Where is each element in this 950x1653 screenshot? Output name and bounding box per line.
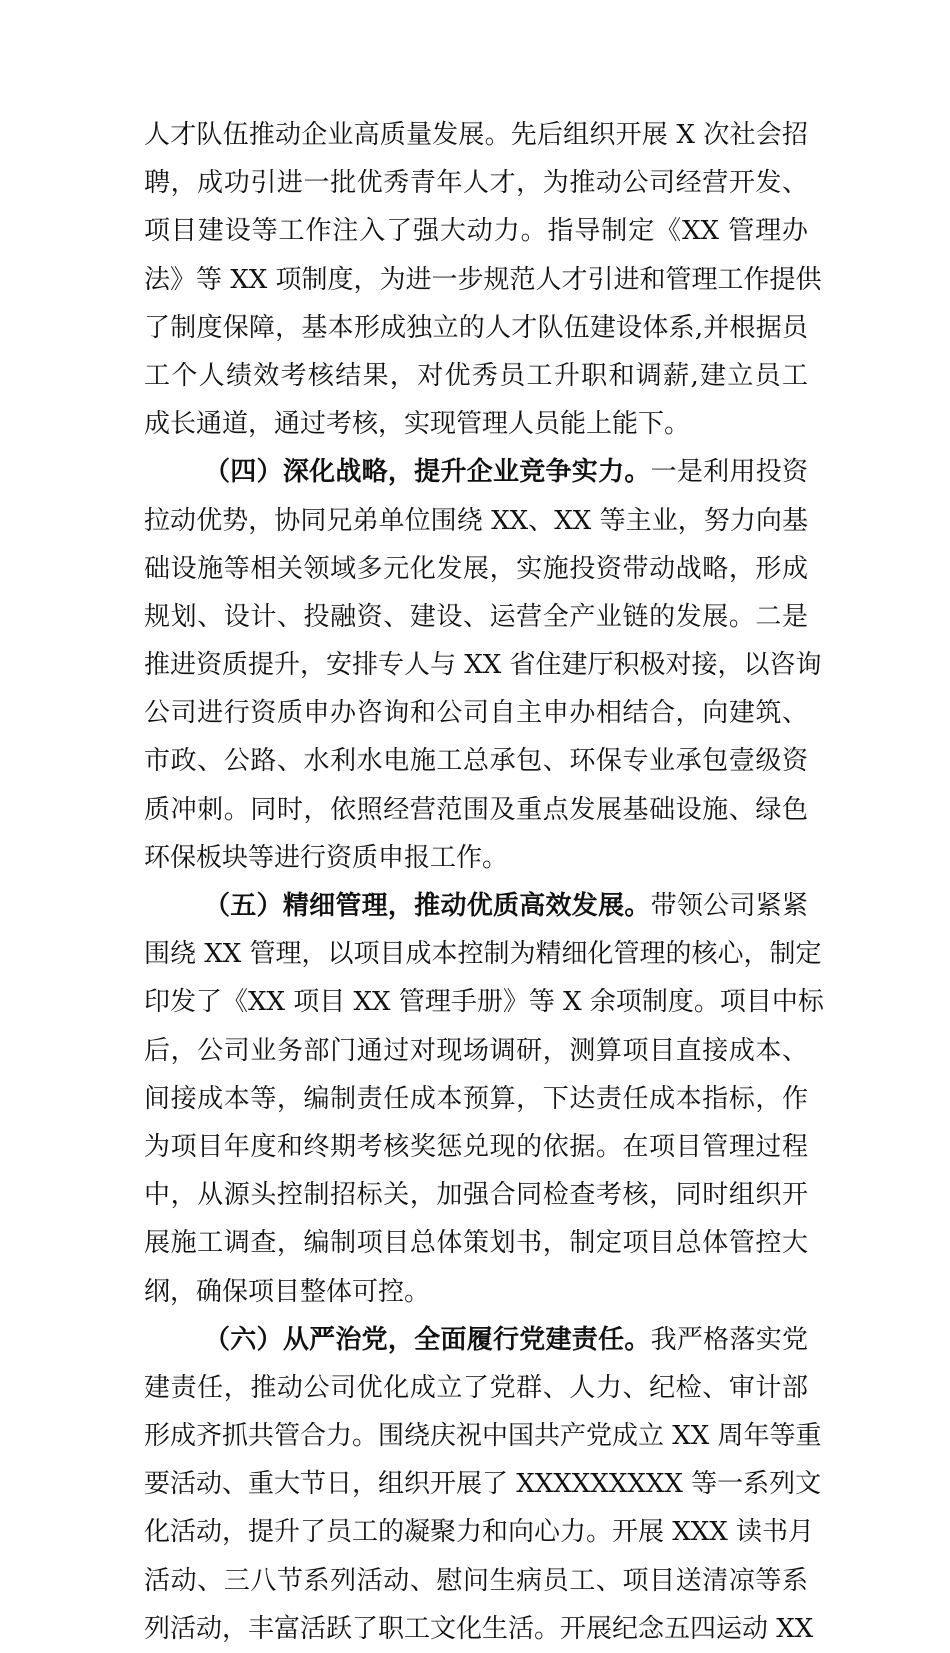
text-line: 人才队伍推动企业高质量发展。先后组织开展 X 次社会招 [144, 120, 808, 150]
text-line: 规划、设计、投融资、建设、运营全产业链的发展。二是 [144, 601, 808, 632]
text-run: 一是利用投资 [650, 457, 808, 488]
text-line: 了制度保障，基本形成独立的人才队伍建设体系,并根据员 [144, 312, 808, 343]
text-line: 推进资质提升，安排专人与 XX 省住建厅积极对接，以咨询 [144, 650, 822, 681]
text-line: 聘，成功引进一批优秀青年人才，为推动公司经营开发、 [144, 168, 808, 199]
text-line: 工个人绩效考核结果，对优秀员工升职和调薪,建立员工 [144, 360, 808, 391]
section-heading: （四）深化战略，提升企业竞争实力。 [204, 457, 651, 488]
text-line: 后，公司业务部门通过对现场调研，测算项目直接成本、 [144, 1035, 808, 1066]
document-body [144, 111, 824, 1653]
text-line: 围绕 XX 管理，以项目成本控制为精细化管理的核心，制定 [144, 939, 822, 970]
text-line: 公司进行资质申办咨询和公司自主申办相结合，向建筑、 [144, 698, 808, 729]
text-line: 础设施等相关领域多元化发展，实施投资带动战略，形成 [144, 553, 808, 584]
text-line: 为项目年度和终期考核奖惩兑现的依据。在项目管理过程 [144, 1131, 808, 1162]
text-line: 环保板块等进行资质申报工作。 [144, 842, 509, 873]
text-line: 拉动优势，协同兄弟单位围绕 XX、XX 等主业，努力向基 [144, 505, 808, 536]
text-run: 带领公司紧紧 [650, 891, 808, 921]
text-line: 印发了《XX 项目 XX 管理手册》等 X 余项制度。项目中标 [144, 987, 824, 1018]
section-heading: （六）从严治党，全面履行党建责任。 [204, 1324, 651, 1355]
text-line: 列活动，丰富活跃了职工文化生活。开展纪念五四运动 XX [144, 1613, 814, 1644]
text-line: 间接成本等，编制责任成本预算，下达责任成本指标，作 [144, 1083, 808, 1114]
paragraph-refined-management [144, 882, 824, 1316]
text-line: 市政、公路、水利水电施工总承包、环保专业承包壹级资 [144, 746, 808, 777]
section-heading: （五）精细管理，推动优质高效发展。 [204, 891, 651, 921]
text-run: 我严格落实党 [650, 1324, 808, 1355]
paragraph-first-line [144, 448, 808, 496]
paragraph-first-line [144, 882, 808, 930]
text-line: 成长通道，通过考核，实现管理人员能上能下。 [144, 409, 691, 440]
text-line: 展施工调查，编制项目总体策划书，制定项目总体管控大 [144, 1228, 808, 1259]
text-line: 法》等 XX 项制度，为进一步规范人才引进和管理工作提供 [144, 264, 822, 295]
text-line: 活动、三八节系列活动、慰问生病员工、项目送清凉等系 [144, 1565, 808, 1596]
text-line: 要活动、重大节日，组织开展了 XXXXXXXXX 等一系列文 [144, 1469, 822, 1500]
paragraph-strategy [144, 448, 822, 882]
paragraph-first-line [144, 1316, 808, 1364]
text-line: 建责任，推动公司优化成立了党群、人力、纪检、审计部 [144, 1372, 808, 1403]
text-line: 项目建设等工作注入了强大动力。指导制定《XX 管理办 [144, 216, 808, 247]
text-line: 形成齐抓共管合力。围绕庆祝中国共产党成立 XX 周年等重 [144, 1421, 822, 1452]
paragraph-party-building [144, 1316, 822, 1653]
text-line: 中，从源头控制招标关，加强合同检查考核，同时组织开 [144, 1180, 808, 1211]
text-line: 纲，确保项目整体可控。 [144, 1276, 431, 1307]
paragraph-talent-team [144, 111, 822, 448]
text-line: 化活动，提升了员工的凝聚力和向心力。开展 XXX 读书月 [144, 1517, 815, 1548]
text-line: 质冲刺。同时，依照经营范围及重点发展基础设施、绿色 [144, 794, 808, 825]
